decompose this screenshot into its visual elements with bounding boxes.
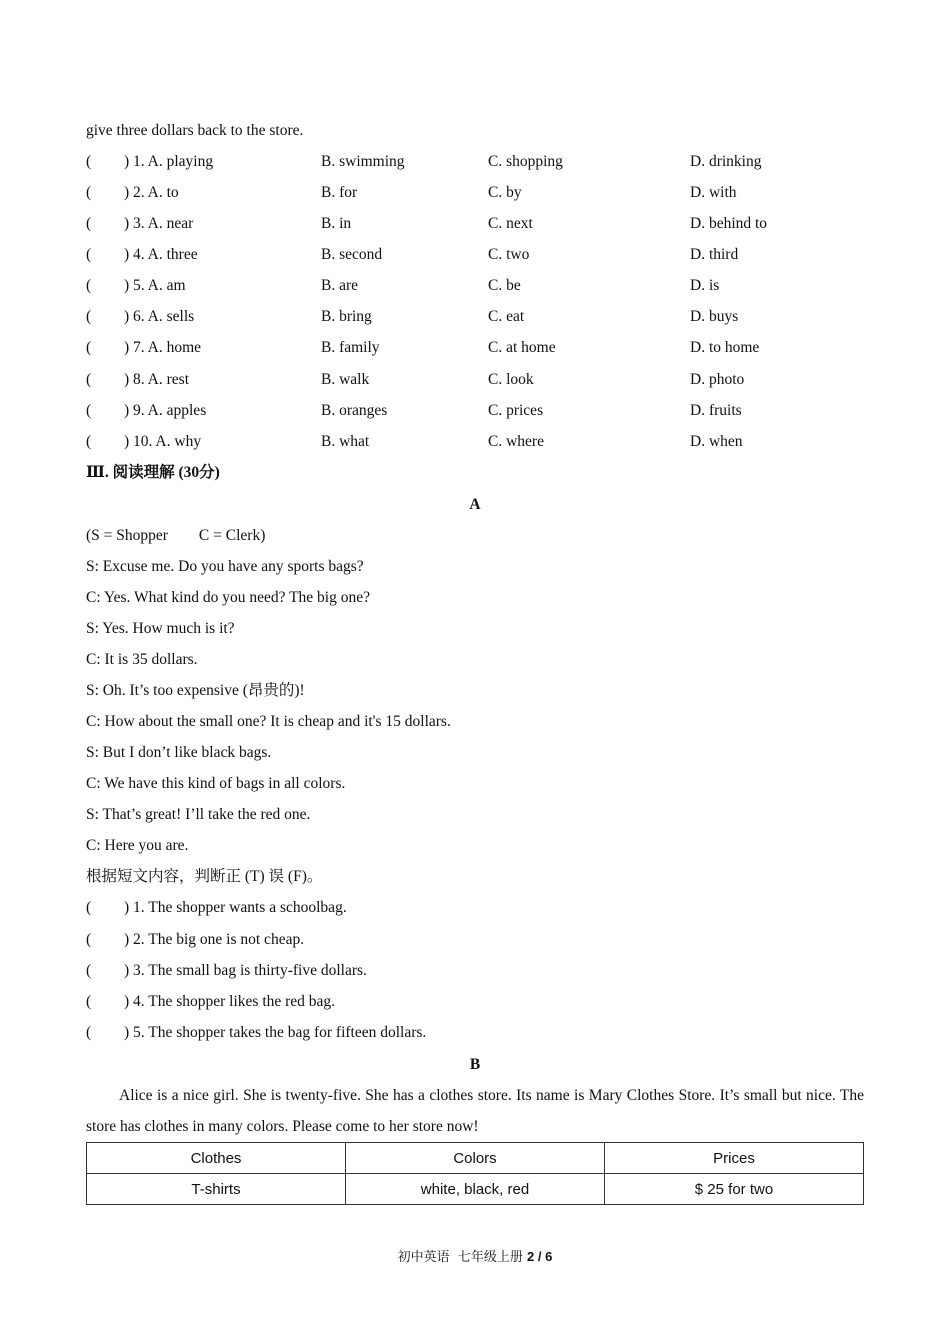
tf-statement: ) 5. The shopper takes the bag for fifteen dollars. bbox=[124, 1024, 427, 1041]
answer-paren: ( bbox=[86, 962, 92, 979]
part-a-label: A bbox=[469, 496, 481, 513]
answer-paren: ( bbox=[86, 899, 92, 916]
footer-title: 初中英语 七年级上册 bbox=[397, 1250, 528, 1265]
option-b: B. second bbox=[321, 246, 383, 263]
answer-paren: ( bbox=[86, 1024, 92, 1041]
option-b: B. for bbox=[321, 184, 358, 201]
table-cell: white, black, red bbox=[346, 1174, 605, 1205]
option-d: D. with bbox=[690, 184, 737, 201]
answer-paren: ( bbox=[86, 931, 92, 948]
option-c: C. two bbox=[488, 246, 530, 263]
section-heading: Ⅲ. 阅读理解 (30分) bbox=[86, 464, 220, 481]
cloze-question-2 bbox=[86, 183, 866, 203]
option-a: ) 1. A. playing bbox=[124, 153, 214, 170]
cloze-question-5 bbox=[86, 276, 866, 296]
option-a: ) 7. A. home bbox=[124, 339, 202, 356]
option-b: B. family bbox=[321, 339, 380, 356]
option-a: ) 3. A. near bbox=[124, 215, 194, 232]
option-b: B. what bbox=[321, 433, 370, 450]
dialogue-line: S: Oh. It’s too expensive (昂贵的)! bbox=[86, 682, 305, 699]
table-header-cell: Clothes bbox=[87, 1143, 346, 1174]
option-c: C. look bbox=[488, 371, 534, 388]
tf-instruction: 根据短文内容，判断正 (T) 误 (F)。 bbox=[86, 868, 323, 885]
option-d: D. behind to bbox=[690, 215, 768, 232]
option-d: D. to home bbox=[690, 339, 760, 356]
option-a: ) 6. A. sells bbox=[124, 308, 195, 325]
tf-statement: ) 3. The small bag is thirty-five dollars. bbox=[124, 962, 367, 979]
cloze-question-8 bbox=[86, 370, 866, 390]
option-b: B. walk bbox=[321, 371, 370, 388]
table-row bbox=[87, 1174, 864, 1205]
option-a: ) 4. A. three bbox=[124, 246, 198, 263]
option-a: ) 5. A. am bbox=[124, 277, 186, 294]
answer-paren: ( bbox=[86, 993, 92, 1010]
option-d: D. fruits bbox=[690, 402, 742, 419]
cloze-question-10 bbox=[86, 432, 866, 452]
option-c: C. next bbox=[488, 215, 533, 232]
answer-paren: ( bbox=[86, 184, 92, 201]
cloze-question-9 bbox=[86, 401, 866, 421]
answer-paren: ( bbox=[86, 339, 92, 356]
option-d: D. when bbox=[690, 433, 743, 450]
tf-statement: ) 1. The shopper wants a schoolbag. bbox=[124, 899, 347, 916]
dialogue-line: C: It is 35 dollars. bbox=[86, 651, 198, 668]
dialogue-line: S: Excuse me. Do you have any sports bags? bbox=[86, 558, 364, 575]
table-header-cell: Prices bbox=[605, 1143, 864, 1174]
answer-paren: ( bbox=[86, 153, 92, 170]
option-a: ) 10. A. why bbox=[124, 433, 202, 450]
option-b: B. bring bbox=[321, 308, 372, 325]
option-c: C. where bbox=[488, 433, 544, 450]
option-b: B. are bbox=[321, 277, 359, 294]
option-a: ) 8. A. rest bbox=[124, 371, 190, 388]
answer-paren: ( bbox=[86, 277, 92, 294]
dialogue-line: C: How about the small one? It is cheap and it's 15 dollars. bbox=[86, 713, 451, 730]
page-number: 2 / 6 bbox=[527, 1249, 553, 1264]
option-b: B. oranges bbox=[321, 402, 388, 419]
answer-paren: ( bbox=[86, 371, 92, 388]
answer-paren: ( bbox=[86, 433, 92, 450]
option-a: ) 2. A. to bbox=[124, 184, 179, 201]
option-c: C. eat bbox=[488, 308, 525, 325]
option-a: ) 9. A. apples bbox=[124, 402, 207, 419]
tf-statement: ) 4. The shopper likes the red bag. bbox=[124, 993, 336, 1010]
tf-statement: ) 2. The big one is not cheap. bbox=[124, 931, 305, 948]
option-b: B. in bbox=[321, 215, 352, 232]
answer-paren: ( bbox=[86, 215, 92, 232]
option-d: D. drinking bbox=[690, 153, 762, 170]
dialogue-line: C: Yes. What kind do you need? The big one? bbox=[86, 589, 370, 606]
dialogue-line: (S = Shopper C = Clerk) bbox=[86, 527, 266, 544]
page-footer bbox=[0, 1246, 950, 1265]
option-d: D. photo bbox=[690, 371, 745, 388]
option-d: D. is bbox=[690, 277, 720, 294]
dialogue-line: C: Here you are. bbox=[86, 837, 189, 854]
cloze-question-7 bbox=[86, 338, 866, 358]
option-c: C. at home bbox=[488, 339, 556, 356]
dialogue-line: C: We have this kind of bags in all colors. bbox=[86, 775, 346, 792]
part-b-label: B bbox=[469, 1056, 481, 1073]
table-header-row bbox=[87, 1143, 864, 1174]
cloze-question-6 bbox=[86, 307, 866, 327]
table-cell: $ 25 for two bbox=[605, 1174, 864, 1205]
cloze-question-3 bbox=[86, 214, 866, 234]
option-c: C. be bbox=[488, 277, 521, 294]
answer-paren: ( bbox=[86, 402, 92, 419]
dialogue-line: S: Yes. How much is it? bbox=[86, 620, 235, 637]
table-header-cell: Colors bbox=[346, 1143, 605, 1174]
option-c: C. by bbox=[488, 184, 522, 201]
cloze-question-4 bbox=[86, 245, 866, 265]
clothes-table bbox=[86, 1142, 864, 1205]
option-c: C. prices bbox=[488, 402, 544, 419]
answer-paren: ( bbox=[86, 308, 92, 325]
table-cell: T-shirts bbox=[87, 1174, 346, 1205]
dialogue-line: S: That’s great! I’ll take the red one. bbox=[86, 806, 311, 823]
part-b-paragraph: Alice is a nice girl. She is twenty-five. She has a clothes store. Its name is Mary Clothes Store. It’s small but nice. The store has clothes in many colors. Please come to her store now! bbox=[86, 1087, 864, 1135]
intro-tail-text: give three dollars back to the store. bbox=[86, 122, 304, 139]
answer-paren: ( bbox=[86, 246, 92, 263]
option-d: D. third bbox=[690, 246, 739, 263]
option-b: B. swimming bbox=[321, 153, 405, 170]
option-d: D. buys bbox=[690, 308, 739, 325]
cloze-question-1 bbox=[86, 152, 866, 172]
option-c: C. shopping bbox=[488, 153, 563, 170]
dialogue-line: S: But I don’t like black bags. bbox=[86, 744, 272, 761]
